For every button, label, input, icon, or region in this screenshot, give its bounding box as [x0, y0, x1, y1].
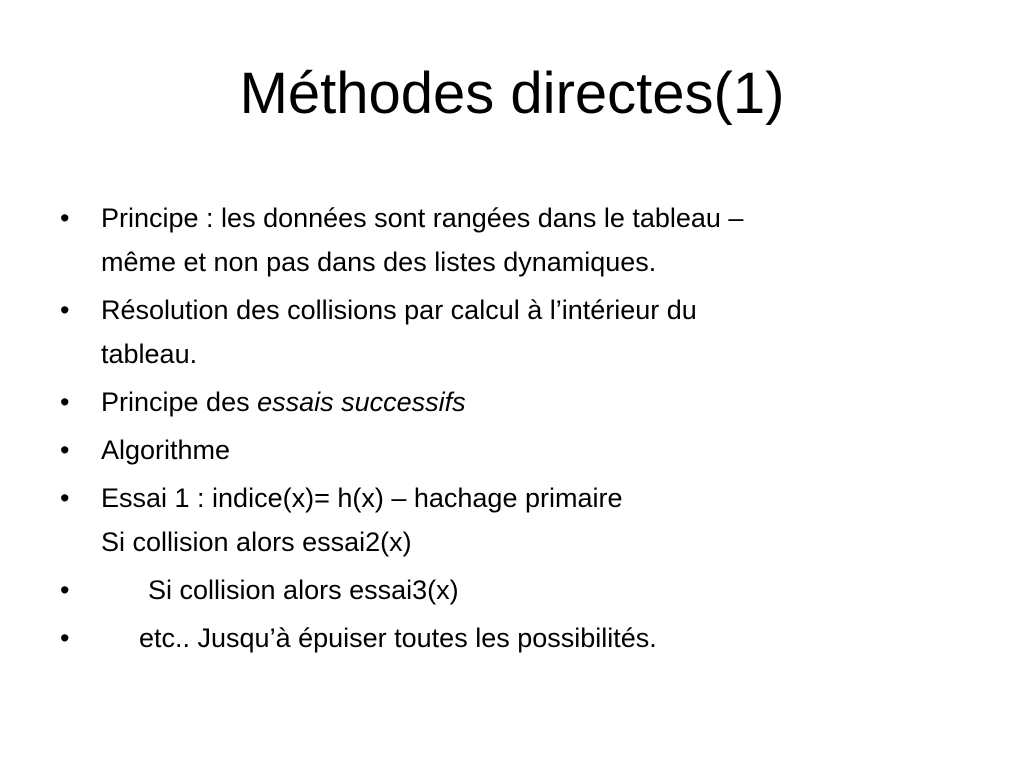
- bullet-icon: •: [60, 387, 70, 417]
- bullet-text-line: [101, 380, 956, 424]
- bullet-text-line: Si collision alors essai3(x): [148, 575, 459, 605]
- bullet-item-etc: [56, 616, 956, 660]
- bullet-text-line: même et non pas dans des listes dynamiques.: [101, 247, 657, 277]
- bullet-text-line: tableau.: [101, 339, 198, 369]
- bullet-item-essais: [56, 380, 956, 424]
- bullet-text-line: Principe : les données sont rangées dans le tableau –: [101, 203, 744, 233]
- bullet-text-line: Algorithme: [101, 435, 231, 465]
- bullet-icon: •: [60, 483, 70, 513]
- bullet-item-algorithme: [56, 428, 956, 472]
- bullet-icon: •: [60, 435, 70, 465]
- bullet-item-essai1: [56, 476, 956, 564]
- bullet-text-line: Essai 1 : indice(x)= h(x) – hachage primaire: [101, 483, 623, 513]
- bullet-text-line: Résolution des collisions par calcul à l’intérieur du: [101, 295, 697, 325]
- slide-title: Méthodes directes(1): [239, 61, 785, 126]
- bullet-item-principe: [56, 196, 956, 284]
- bullet-icon: •: [60, 575, 70, 605]
- bullet-icon: •: [60, 295, 70, 325]
- bullet-list: [56, 196, 956, 664]
- bullet-text-line: etc.. Jusqu’à épuiser toutes les possibilités.: [139, 623, 657, 653]
- bullet-icon: •: [60, 203, 70, 233]
- bullet-text-prefix: Principe des: [101, 387, 258, 417]
- bullet-text-emphasis: essais successifs: [257, 387, 466, 417]
- bullet-item-resolution: [56, 288, 956, 376]
- bullet-icon: •: [60, 623, 70, 653]
- bullet-text-line: Si collision alors essai2(x): [101, 527, 412, 557]
- bullet-item-essai3: [56, 568, 956, 612]
